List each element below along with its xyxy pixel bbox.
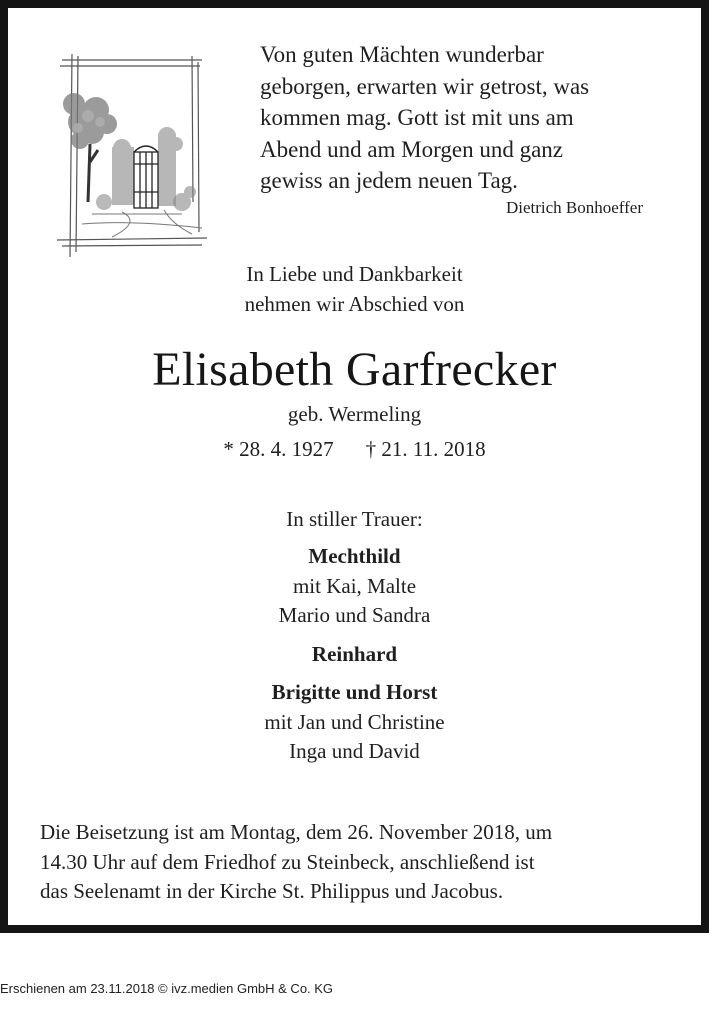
quote-line: gewiss an jedem neuen Tag. — [260, 168, 518, 193]
death-date: † 21. 11. 2018 — [365, 437, 486, 461]
intro-line: In Liebe und Dankbarkeit — [246, 262, 463, 286]
mourner-group — [8, 640, 701, 670]
announcement-line: das Seelenamt in der Kirche St. Philippus und Jacobus. — [40, 879, 504, 903]
life-dates — [8, 435, 701, 463]
mourner-group — [8, 542, 701, 631]
mourner-group-line: mit Jan und Christine — [264, 709, 445, 734]
mourner-group-line: Mario und Sandra — [278, 603, 431, 627]
quote-line: Abend und am Morgen und ganz — [260, 136, 563, 162]
announcement-line: Die Beisetzung ist am Montag, dem 26. November 2018, um — [40, 820, 553, 844]
quote-line: geborgen, erwarten wir getrost, was — [260, 73, 590, 99]
mourner-group — [8, 678, 701, 767]
mourner-group-head: Reinhard — [311, 641, 398, 666]
publication-footer: Erschienen am 23.11.2018 © ivz.medien GmbH & Co. KG — [0, 981, 334, 996]
mourners-list — [8, 542, 701, 776]
birth-name: geb. Wermeling — [287, 402, 422, 426]
funeral-announcement — [40, 818, 690, 907]
intro-text — [8, 260, 701, 319]
birth-date: * 28. 4. 1927 — [223, 437, 334, 461]
quote-line: kommen mag. Gott ist mit uns am — [260, 105, 574, 130]
intro-line: nehmen wir Abschied von — [244, 291, 465, 316]
mourners-intro: In stiller Trauer: — [286, 507, 423, 531]
bible-quote — [260, 39, 660, 197]
quote-author: Dietrich Bonhoeffer — [505, 198, 643, 217]
announcement-line: 14.30 Uhr auf dem Friedhof zu Steinbeck, anschließend ist — [40, 849, 535, 874]
mourner-group-line: mit Kai, Malte — [292, 573, 417, 598]
mourner-group-head: Mechthild — [308, 544, 401, 568]
mourner-group-head: Brigitte und Horst — [271, 680, 438, 704]
deceased-name: Elisabeth Garfrecker — [152, 343, 557, 396]
garden-gate-sketch-icon — [52, 52, 210, 264]
mourner-group-line: Inga und David — [289, 739, 420, 763]
quote-line: Von guten Mächten wunderbar — [260, 42, 544, 67]
